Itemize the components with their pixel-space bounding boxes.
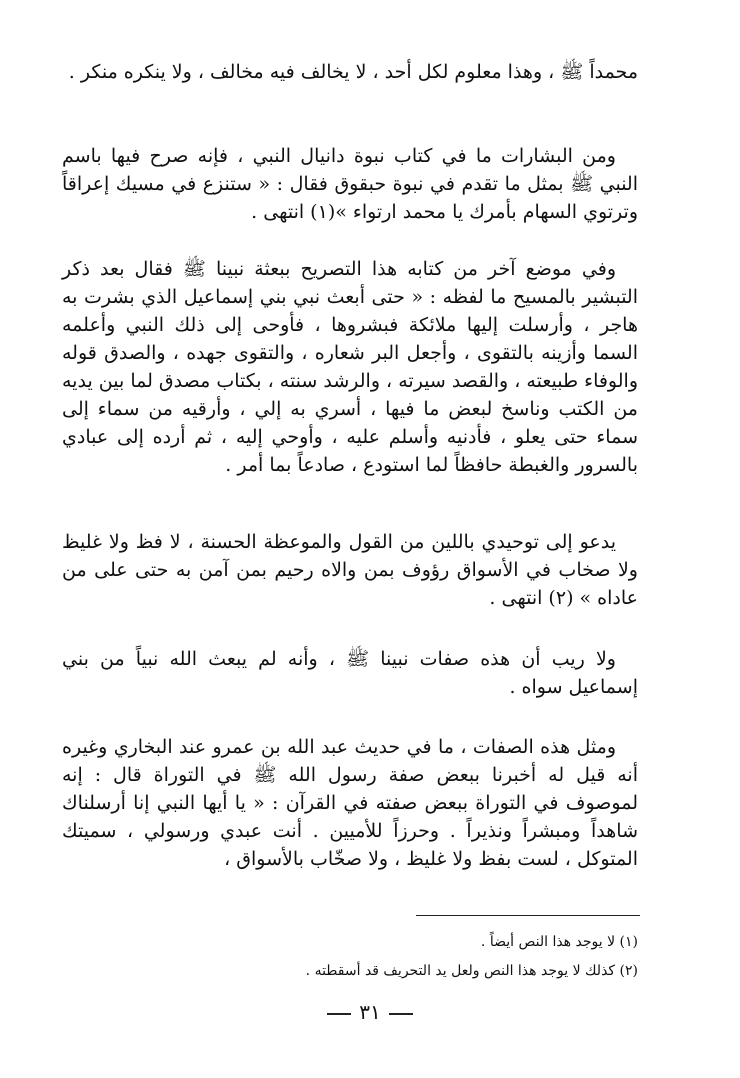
- paragraph-4: يدعو إلى توحيدي باللين من القول والموعظة الحسنة ، لا فظ ولا غليظ ولا صخاب في الأسواق رؤوف بمن والاه رحيم بمن آمن به حتى على من عاداه » (٢) انتهى .: [62, 531, 638, 609]
- page-number-dash-left: [327, 1013, 351, 1015]
- paragraph-1: محمداً ﷺ ، وهذا معلوم لكل أحد ، لا يخالف فيه مخالف ، ولا ينكره منكر .: [68, 61, 638, 83]
- footnote-2: (٢) كذلك لا يوجد هذا النص ولعل يد التحريف قد أسقطته .: [305, 963, 638, 979]
- paragraph-2-block: [62, 142, 638, 226]
- paragraph-1-block: [62, 58, 638, 86]
- paragraph-3: وفي موضع آخر من كتابه هذا التصريح ببعثة نبينا ﷺ فقال بعد ذكر التبشير بالمسيح ما لفظه : « حتى أبعث نبي بني إسماعيل الذي بشرت به هاجر ، وأرسلت إليها ملائكة فبشروها ، فأوحى إلى ذلك النبي وأعلمه السما وأزينه بالتقوى ، وأجعل البر شعاره ، والتقوى جهده ، والصدق قوله والوفاء طبيعته ، والقصد سيرته ، والرشد سنته ، بكتاب مصدق لما بين يديه من الكتب وناسخ لبعض ما فيها ، أسري به إلي ، وأرقيه من سماء إلى سماء حتى يعلو ، فأدنيه وأسلم عليه ، وأوحي إليه ، ثم أرده إلى عبادي بالسرور والغبطة حافظاً لما استودع ، صادعاً بما أمر .: [62, 258, 638, 476]
- paragraph-6: ومثل هذه الصفات ، ما في حديث عبد الله بن عمرو عند البخاري وغيره أنه قيل له أخبرنا ببعض صفة رسول الله ﷺ في التوراة قال : إنه لموصوف في التوراة ببعض صفته في القرآن : « يا أيها النبي إنا أرسلناك شاهداً ومبشراً ونذيراً . وحرزاً للأميين . أنت عبدي ورسولي ، سميتك المتوكل ، لست بفظ ولا غليظ ، ولا صخّاب بالأسواق ،: [62, 736, 638, 870]
- page-number: ٣١: [359, 1000, 381, 1024]
- paragraph-4-block: [62, 528, 638, 612]
- footnotes: [62, 928, 638, 986]
- paragraph-2: ومن البشارات ما في كتاب نبوة دانيال النبي ، فإنه صرح فيها باسم النبي ﷺ بمثل ما تقدم في نبوة حبقوق فقال : « ستنزع في مسيك إعراقاً وترتوي السهام بأمرك يا محمد ارتواء »(١) انتهى .: [62, 145, 638, 223]
- footnote-divider: [416, 915, 640, 916]
- footnote-1: (١) لا يوجد هذا النص أيضاً .: [480, 934, 638, 950]
- paragraph-5: ولا ريب أن هذه صفات نبينا ﷺ ، وأنه لم يبعث الله نبياً من بني إسماعيل سواه .: [62, 648, 638, 698]
- paragraph-3-block: [62, 255, 638, 479]
- paragraph-5-block: [62, 645, 638, 701]
- page-number-row: [0, 1000, 740, 1024]
- page-number-dash-right: [389, 1013, 413, 1015]
- paragraph-6-block: [62, 733, 638, 873]
